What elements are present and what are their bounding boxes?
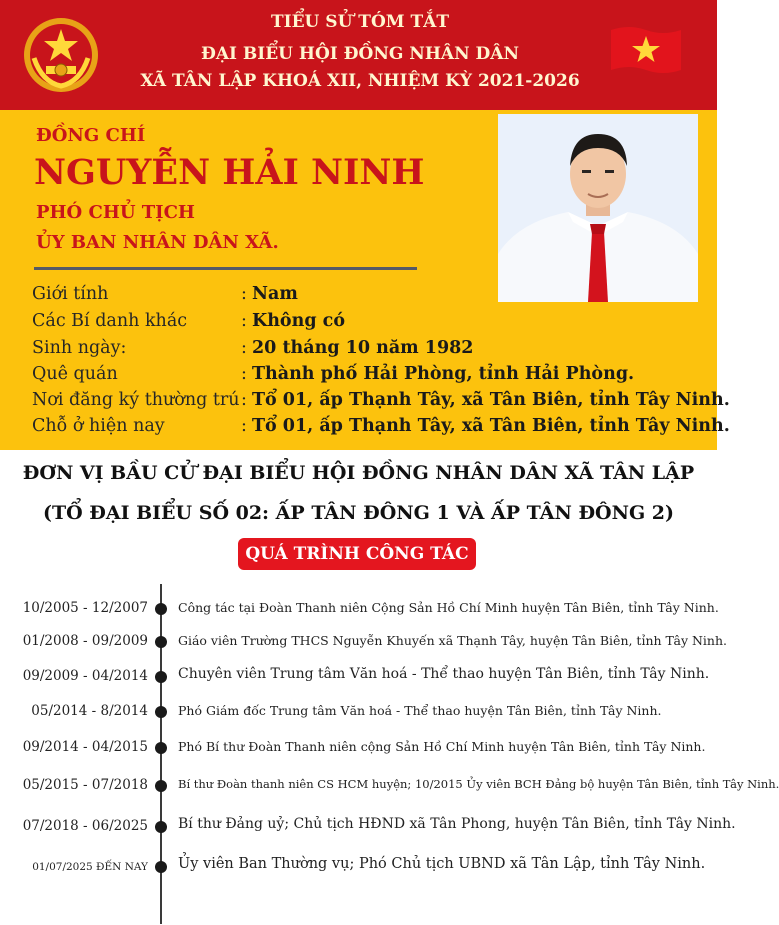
timeline-dot-icon (155, 636, 167, 648)
info-label: Giới tính (32, 284, 109, 304)
timeline-description: Công tác tại Đoàn Thanh niên Cộng Sản Hồ Chí Minh huyện Tân Biên, tỉnh Tây Ninh. (178, 600, 719, 615)
timeline-date: 10/2005 - 12/2007 (22, 600, 148, 616)
timeline-description: Bí thư Đoàn thanh niên CS HCM huyện; 10/2015 Ủy viên BCH Đảng bộ huyện Tân Biên, tỉnh Tây Ninh. (178, 777, 779, 791)
info-row-permanent-address (32, 390, 730, 414)
timeline-date: 09/2014 - 04/2015 (22, 739, 148, 755)
constituency-subtitle: (TỔ ĐẠI BIỂU SỐ 02: ẤP TÂN ĐÔNG 1 VÀ ẤP TÂN ĐÔNG 2) (42, 502, 675, 524)
portrait-photo (498, 114, 698, 302)
timeline-item (0, 703, 717, 723)
header-banner (0, 0, 717, 110)
person-name: NGUYỄN HẢI NINH (34, 152, 425, 193)
timeline-date: 09/2009 - 04/2014 (22, 668, 148, 684)
timeline-item (0, 600, 717, 620)
timeline-description: Bí thư Đảng uỷ; Chủ tịch HĐND xã Tân Phong, huyện Tân Biên, tỉnh Tây Ninh. (178, 816, 736, 832)
info-row-alias (32, 311, 722, 335)
info-colon: : (241, 338, 247, 358)
info-colon: : (241, 284, 247, 304)
timeline-description: Phó Giám đốc Trung tâm Văn hoá - Thể thao huyện Tân Biên, tỉnh Tây Ninh. (178, 703, 662, 718)
constituency-title: ĐƠN VỊ BẦU CỬ ĐẠI BIỂU HỘI ĐỒNG NHÂN DÂN XÃ TÂN LẬP (22, 462, 695, 484)
info-value: Không có (252, 311, 345, 331)
vietnam-flag-icon (611, 24, 681, 74)
divider (34, 267, 417, 270)
info-value: Tổ 01, ấp Thạnh Tây, xã Tân Biên, tỉnh Tây Ninh. (252, 390, 730, 410)
timeline-dot-icon (155, 603, 167, 615)
timeline-date: 01/07/2025 ĐẾN NAY (32, 861, 148, 873)
info-colon: : (241, 416, 247, 436)
timeline-dot-icon (155, 821, 167, 833)
info-label: Nơi đăng ký thường trú (32, 390, 240, 410)
timeline-dot-icon (155, 706, 167, 718)
timeline-dot-icon (155, 861, 167, 873)
timeline-date: 05/2014 - 8/2014 (31, 703, 148, 719)
header-title-line3: XÃ TÂN LẬP KHOÁ XII, NHIỆM KỲ 2021-2026 (140, 71, 580, 91)
timeline-item (0, 816, 736, 838)
header-title-line2: ĐẠI BIỂU HỘI ĐỒNG NHÂN DÂN (200, 44, 520, 64)
timeline-date: 07/2018 - 06/2025 (22, 818, 148, 834)
timeline-date: 01/2008 - 09/2009 (22, 633, 148, 649)
timeline-description: Ủy viên Ban Thường vụ; Phó Chủ tịch UBND xã Tân Lập, tỉnh Tây Ninh. (178, 856, 706, 872)
timeline-description: Phó Bí thư Đoàn Thanh niên cộng Sản Hồ Chí Minh huyện Tân Biên, tỉnh Tây Ninh. (178, 739, 706, 754)
info-row-birthdate (32, 338, 722, 362)
national-emblem-icon (22, 16, 100, 94)
timeline-dot-icon (155, 671, 167, 683)
info-row-gender (32, 284, 722, 308)
timeline-date: 05/2015 - 07/2018 (22, 777, 148, 793)
info-value: Thành phố Hải Phòng, tỉnh Hải Phòng. (252, 364, 635, 384)
timeline-dot-icon (155, 742, 167, 754)
info-row-hometown (32, 364, 722, 388)
section-title-badge: QUÁ TRÌNH CÔNG TÁC (238, 538, 476, 570)
info-label: Các Bí danh khác (32, 311, 188, 331)
timeline-description: Giáo viên Trường THCS Nguyễn Khuyến xã Thạnh Tây, huyện Tân Biên, tỉnh Tây Ninh. (178, 633, 728, 648)
info-label: Quê quán (32, 364, 118, 384)
timeline-item (0, 739, 717, 759)
timeline-item (0, 633, 728, 653)
timeline-description: Chuyên viên Trung tâm Văn hoá - Thể thao huyện Tân Biên, tỉnh Tây Ninh. (178, 666, 710, 682)
info-colon: : (241, 390, 247, 410)
timeline-item (0, 777, 779, 797)
info-label: Sinh ngày: (32, 338, 127, 358)
info-value: Nam (252, 284, 298, 304)
honorific: ĐỒNG CHÍ (36, 125, 146, 146)
timeline-item (0, 858, 717, 878)
timeline-dot-icon (155, 780, 167, 792)
info-colon: : (241, 364, 247, 384)
position-line1: PHÓ CHỦ TỊCH (36, 202, 195, 223)
info-value: Tổ 01, ấp Thạnh Tây, xã Tân Biên, tỉnh Tây Ninh. (252, 416, 730, 436)
header-title-line1: TIỂU SỬ TÓM TẮT (270, 12, 449, 32)
info-label: Chỗ ở hiện nay (32, 416, 165, 436)
info-colon: : (241, 311, 247, 331)
info-row-current-address (32, 416, 730, 440)
timeline-item (0, 668, 717, 688)
position-line2: ỦY BAN NHÂN DÂN XÃ. (36, 232, 279, 253)
info-value: 20 tháng 10 năm 1982 (252, 338, 474, 358)
